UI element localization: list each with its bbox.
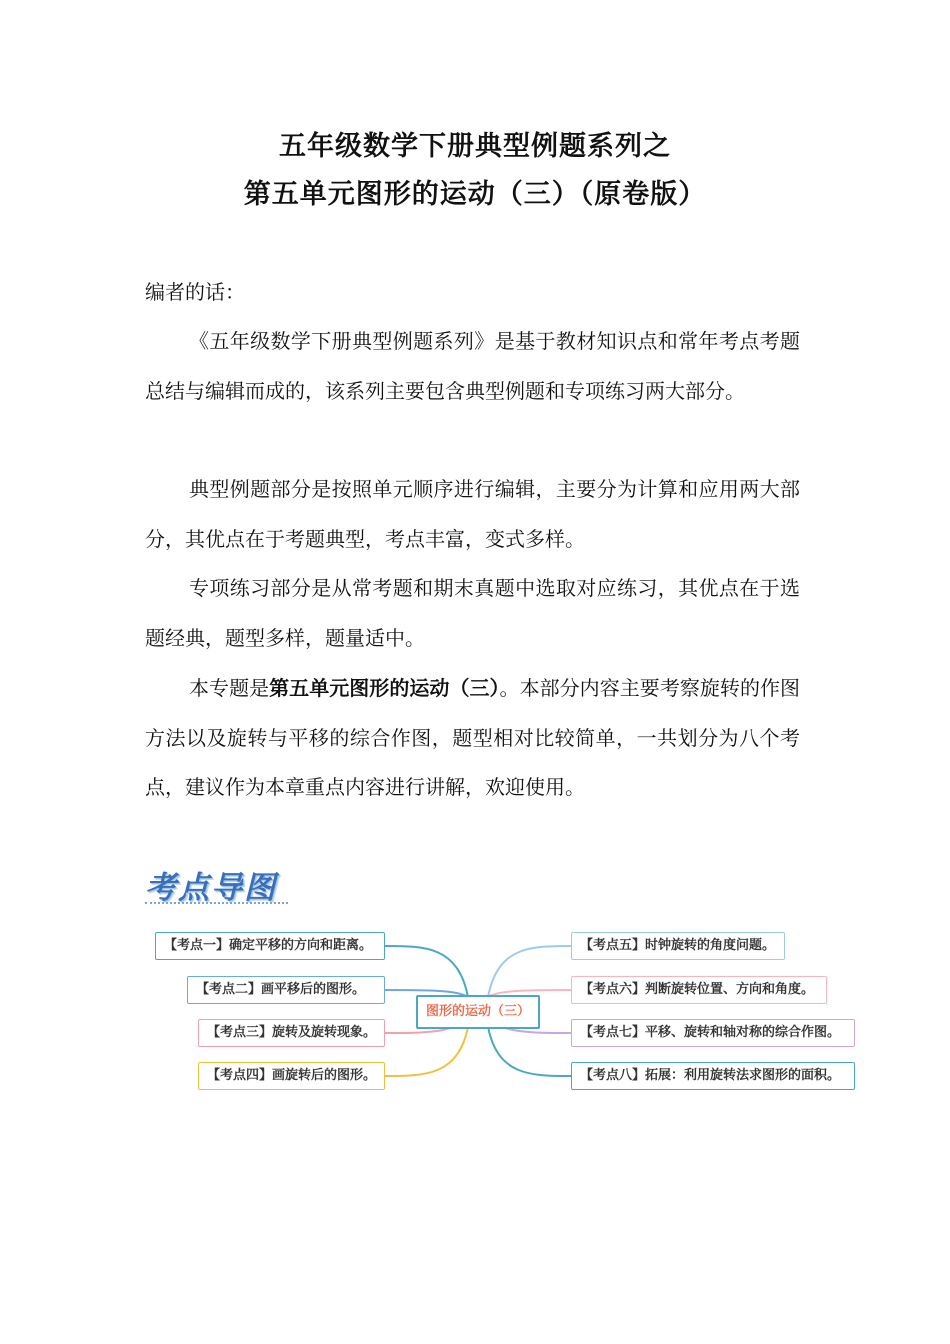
document-title-line-2: 第五单元图形的运动（三）（原卷版） bbox=[243, 179, 707, 210]
paragraph-4-topic: 第五单元图形的运动（三） bbox=[269, 676, 500, 700]
mindmap-node-right-1: 【考点五】时钟旋转的角度问题。 bbox=[571, 932, 785, 960]
mindmap-node-right-3: 【考点七】平移、旋转和轴对称的综合作图。 bbox=[571, 1019, 855, 1047]
mindmap-center-node: 图形的运动（三） bbox=[416, 995, 540, 1029]
mindmap-node-left-3: 【考点三】旋转及旋转现象。 bbox=[198, 1019, 385, 1047]
editor-paragraph-2: 典型例题部分是按照单元顺序进行编辑，主要分为计算和应用两大部分，其优点在于考题典型，考点丰富，变式多样。 bbox=[145, 477, 800, 551]
document-title-line-1: 五年级数学下册典型例题系列之 bbox=[279, 131, 671, 162]
mindmap-node-left-2: 【考点二】画平移后的图形。 bbox=[187, 976, 385, 1004]
editor-paragraph-3: 专项练习部分是从常考题和期末真题中选取对应练习，其优点在于选题经典，题型多样，题量适中。 bbox=[145, 576, 800, 650]
paragraph-4-intro: 本专题是 bbox=[189, 676, 270, 700]
editor-paragraph-1: 《五年级数学下册典型例题系列》是基于教材知识点和常年考点考题总结与编辑而成的，该系列主要包含典型例题和专项练习两大部分。 bbox=[145, 329, 800, 403]
connector-right-4 bbox=[488, 1027, 571, 1076]
mindmap-node-left-1: 【考点一】确定平移的方向和距离。 bbox=[155, 932, 385, 960]
mindmap-heading: 考点导图 bbox=[145, 870, 277, 906]
editor-note-label: 编者的话： bbox=[145, 280, 245, 304]
mindmap-node-right-4: 【考点八】拓展：利用旋转法求图形的面积。 bbox=[571, 1062, 855, 1090]
paragraph-4-body: 。本部分内容主要考察旋转的作图方法以及旋转与平移的综合作图，题型相对比较简单，一共划分为八个考点，建议作为本章重点内容进行讲解，欢迎使用。 bbox=[145, 676, 801, 799]
connector-left-4 bbox=[385, 1027, 468, 1076]
mindmap-node-left-4: 【考点四】画旋转后的图形。 bbox=[198, 1062, 385, 1090]
mindmap-node-right-2: 【考点六】判断旋转位置、方向和角度。 bbox=[571, 976, 827, 1004]
